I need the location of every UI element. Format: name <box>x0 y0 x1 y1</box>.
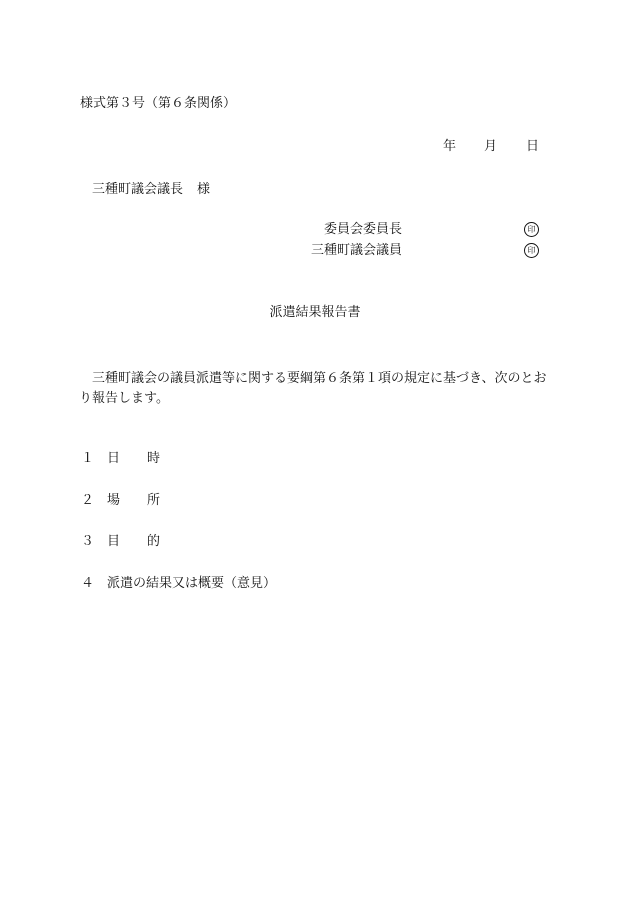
item-number: １ <box>81 451 95 466</box>
document-title: 派遣結果報告書 <box>269 305 361 320</box>
addressee <box>92 183 210 196</box>
date-month-label: 月 <box>484 139 498 154</box>
item-label: 日時 <box>107 451 188 466</box>
form-number: 様式第３号（第６条関係） <box>80 96 237 111</box>
seal-mark: 印 <box>524 222 539 237</box>
addressee-honorific: 様 <box>197 182 211 197</box>
date-day-label: 日 <box>526 139 540 154</box>
item-label: 派遣の結果又は概要（意見） <box>107 576 277 591</box>
body-paragraph: 三種町議会の議員派遣等に関する要綱第６条第１項の規定に基づき、次のとおり報告します。 <box>79 371 547 406</box>
addressee-name: 三種町議会議長 <box>92 182 184 197</box>
signer-role: 三種町議会議員 <box>310 243 402 258</box>
date-year-label: 年 <box>443 139 457 154</box>
item-label: 目的 <box>107 534 188 549</box>
item-number: ４ <box>81 576 95 591</box>
signer-role: 委員会委員長 <box>323 222 402 237</box>
item-number: ３ <box>81 534 95 549</box>
item-label: 場所 <box>107 493 188 508</box>
seal-mark: 印 <box>524 243 539 258</box>
item-number: ２ <box>81 493 95 508</box>
